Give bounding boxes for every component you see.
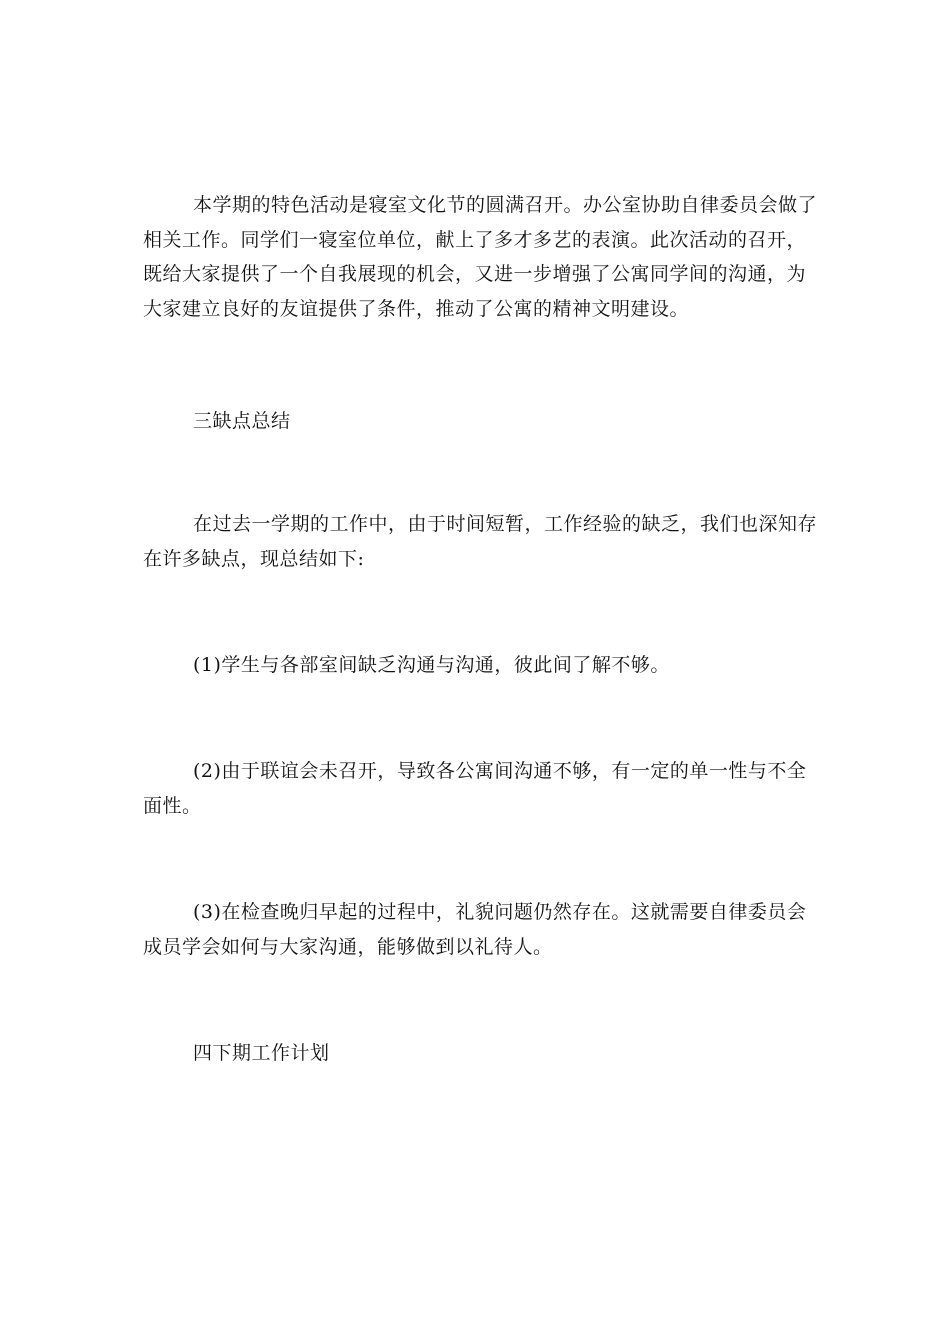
paragraph-line: 本学期的特色活动是寝室文化节的圆满召开。办公室协助自律委员会做了 <box>193 194 818 216</box>
heading-text: 三缺点总结 <box>193 410 291 432</box>
section-heading-next-term-plan <box>143 1036 807 1071</box>
list-item-text: (1)学生与各部室间缺乏沟通与沟通，彼此间了解不够。 <box>193 654 670 676</box>
paragraph-line: 大家建立良好的友谊提供了条件，推动了公寓的精神文明建设。 <box>143 297 690 320</box>
paragraph-line: 在过去一学期的工作中，由于时间短暂，工作经验的缺乏，我们也深知存 <box>193 513 818 535</box>
paragraph-dorm-culture-festival <box>143 188 818 326</box>
paragraph-line: 在许多缺点，现总结如下: <box>143 547 365 570</box>
list-item-1 <box>143 648 807 683</box>
paragraph-line: 既给大家提供了一个自我展现的机会，又进一步增强了公寓同学间的沟通，为 <box>143 263 807 285</box>
list-item-2 <box>143 754 807 823</box>
list-item-3 <box>143 895 807 964</box>
list-item-text: 面性。 <box>143 794 202 817</box>
list-item-text: (2)由于联谊会未召开，导致各公寓间沟通不够，有一定的单一性与不全 <box>193 760 807 782</box>
list-item-text: (3)在检查晚归早起的过程中，礼貌问题仍然存在。这就需要自律委员会 <box>193 901 807 923</box>
paragraph-shortcomings-intro <box>143 507 818 576</box>
heading-text: 四下期工作计划 <box>193 1042 330 1064</box>
list-item-text: 成员学会如何与大家沟通，能够做到以礼待人。 <box>143 935 553 958</box>
section-heading-shortcomings <box>143 404 807 439</box>
paragraph-line: 相关工作。同学们一寝室位单位，献上了多才多艺的表演。此次活动的召开， <box>143 228 807 251</box>
